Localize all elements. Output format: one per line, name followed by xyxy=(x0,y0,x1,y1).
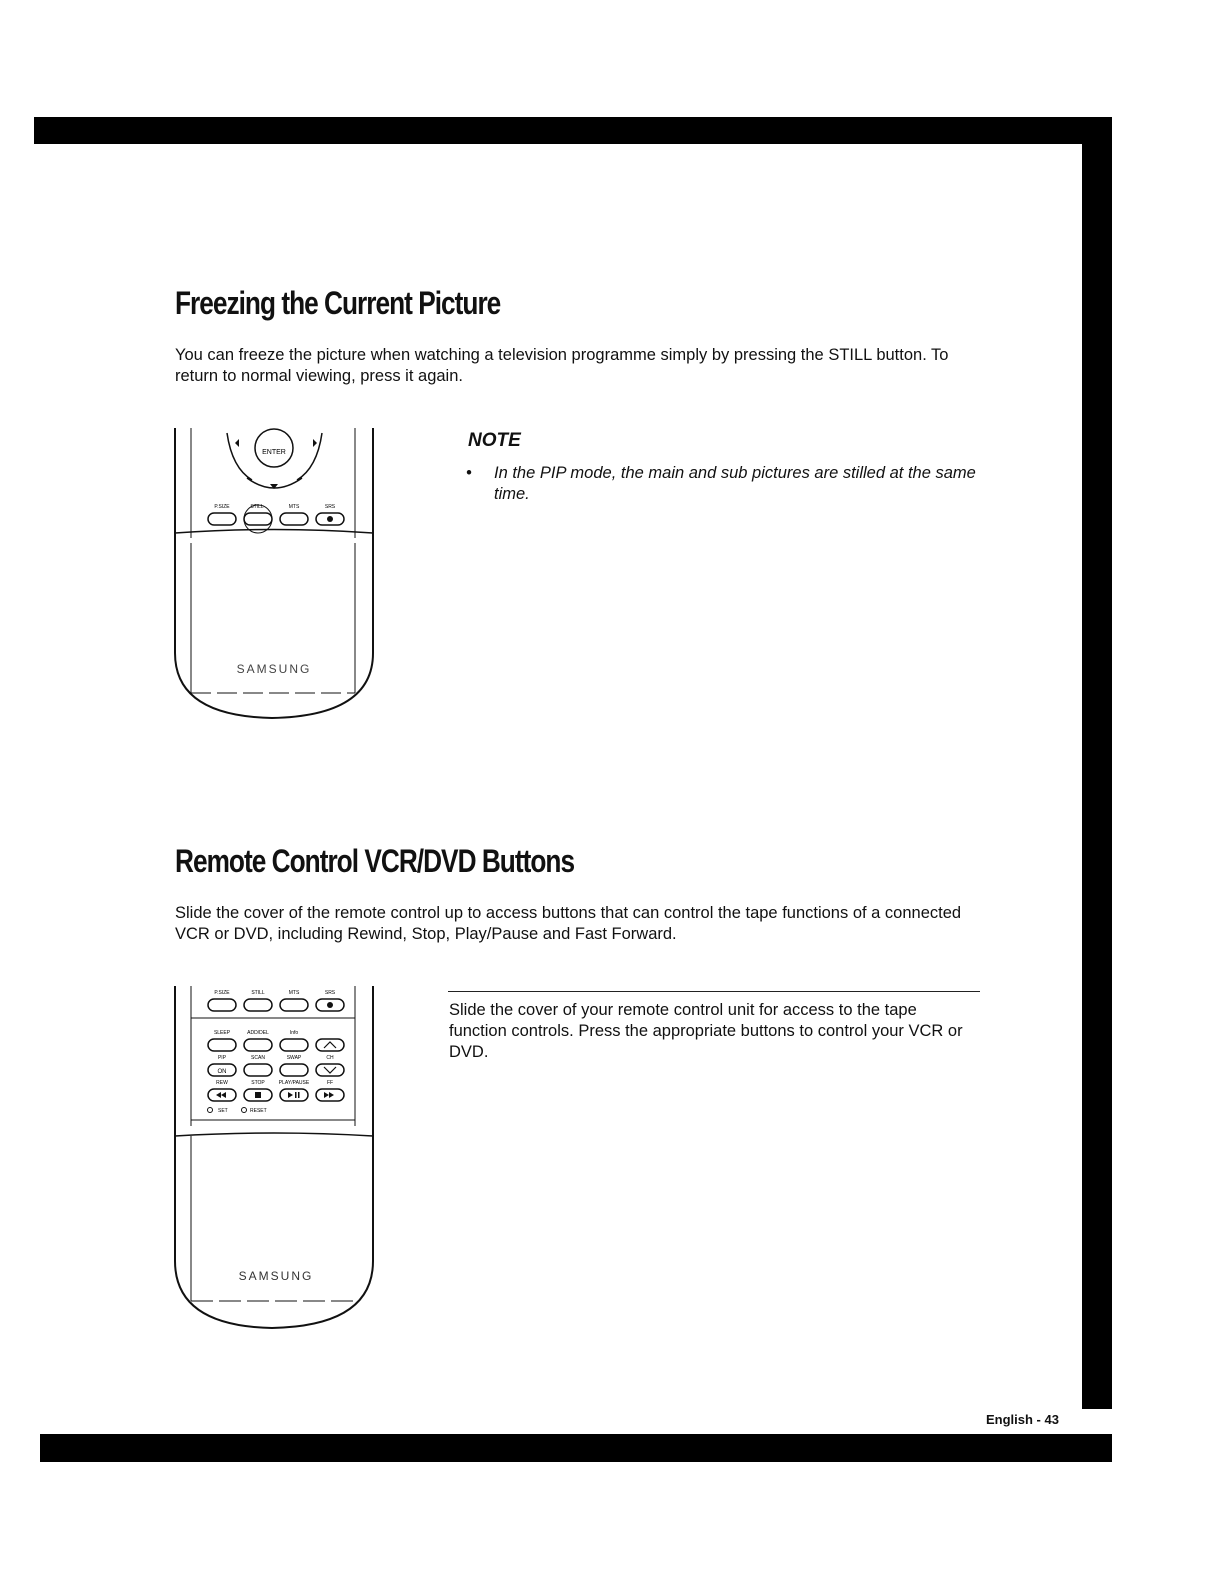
r5-label-0: SET xyxy=(218,1108,228,1114)
label-srs: SRS xyxy=(324,504,336,510)
r4-label-0: REW xyxy=(216,1080,228,1086)
side-text: Slide the cover of your remote control unit for access to the tape function controls. Press the appropriate buttons to control your VCR or DVD. xyxy=(449,1001,963,1061)
note-item xyxy=(466,463,986,505)
side-text-rule xyxy=(448,991,980,992)
r2-label-1: ADD/DEL xyxy=(247,1030,269,1036)
page-number: English - 43 xyxy=(986,1412,1059,1427)
bottom-black-bar xyxy=(40,1434,1112,1462)
r2-label-0: SLEEP xyxy=(213,1030,231,1036)
section1-heading: Freezing the Current Picture xyxy=(175,285,501,321)
r3-label-3: CH xyxy=(326,1055,334,1061)
top-black-bar xyxy=(34,117,1112,144)
section2-heading: Remote Control VCR/DVD Buttons xyxy=(175,843,575,879)
enter-label: ENTER xyxy=(262,449,286,456)
right-black-bar xyxy=(1082,117,1112,1409)
r1-label-3: SRS xyxy=(324,990,336,996)
r3-label-1: SCAN xyxy=(251,1055,265,1061)
remote-illustration-still xyxy=(172,428,378,728)
section1-body: You can freeze the picture when watching a television programme simply by pressing the STILL button. To return to normal viewing, press it again. xyxy=(175,346,949,385)
r3-label-0: PIP xyxy=(217,1055,227,1061)
label-psize: P.SIZE xyxy=(214,504,230,510)
section2-body: Slide the cover of the remote control up to access buttons that can control the tape functions of a connected VCR or DVD, including Rewind, Stop, Play/Pause and Fast Forward. xyxy=(175,904,962,943)
brand-logo: SAMSUNG xyxy=(236,662,312,676)
remote-illustration-vcr xyxy=(172,986,378,1331)
r4-label-2: PLAY/PAUSE xyxy=(278,1080,310,1086)
r1-label-0: P.SIZE xyxy=(214,990,230,996)
r1-label-1: STILL xyxy=(251,990,265,996)
note-title: NOTE xyxy=(468,430,521,451)
mts-button xyxy=(280,513,308,525)
psize-button xyxy=(208,513,236,525)
note-text: In the PIP mode, the main and sub pictures are stilled at the same time. xyxy=(494,464,976,503)
r1-label-2: MTS xyxy=(288,990,300,996)
r4-label-1: STOP xyxy=(251,1080,265,1086)
label-mts: MTS xyxy=(288,504,300,510)
r4-label-3: FF xyxy=(326,1080,334,1086)
note-bullet: • xyxy=(466,464,472,482)
label-still: STILL xyxy=(250,504,264,510)
r5-label-1: RESET xyxy=(250,1108,267,1114)
r3-label-2: SWAP xyxy=(286,1055,302,1061)
r2-label-2: Info xyxy=(289,1030,299,1036)
still-button xyxy=(244,513,272,525)
brand-logo-2: SAMSUNG xyxy=(238,1269,314,1283)
pip-on-label: ON xyxy=(217,1069,227,1075)
